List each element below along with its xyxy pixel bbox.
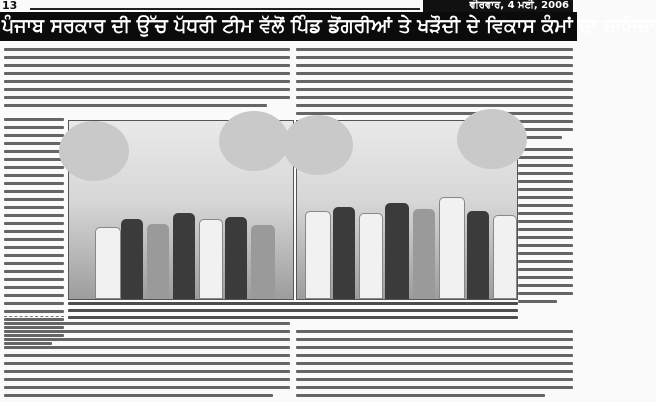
body-text-column-left-top — [4, 48, 290, 112]
page-header — [0, 0, 577, 12]
article-headline: ਪੰਜਾਬ ਸਰਕਾਰ ਦੀ ਉੱਚ ਪੱਧਰੀ ਟੀਮ ਵੱਲੋਂ ਪਿੰਡ ਡੋਂਗਰੀਆਂ ਤੇ ਖੜੌਦੀ ਦੇ ਵਿਕਾਸ ਕੰਮਾਂ ਦਾ ਜਾਇਜ਼ਾ — [2, 15, 656, 37]
photo-caption — [68, 302, 518, 323]
body-text-column-left-bottom — [4, 322, 290, 402]
page-number: 13 — [2, 0, 18, 12]
news-photo-right — [296, 120, 518, 300]
body-text-column-right-bottom — [296, 330, 573, 402]
header-rule — [30, 8, 420, 10]
dateline: ਵੀਰਵਾਰ, 4 ਮਈ, 2006 — [423, 0, 573, 12]
body-text-column-right-narrow — [518, 148, 573, 308]
news-photo-left — [68, 120, 294, 300]
column-divider — [4, 316, 64, 317]
headline-band — [0, 12, 656, 41]
